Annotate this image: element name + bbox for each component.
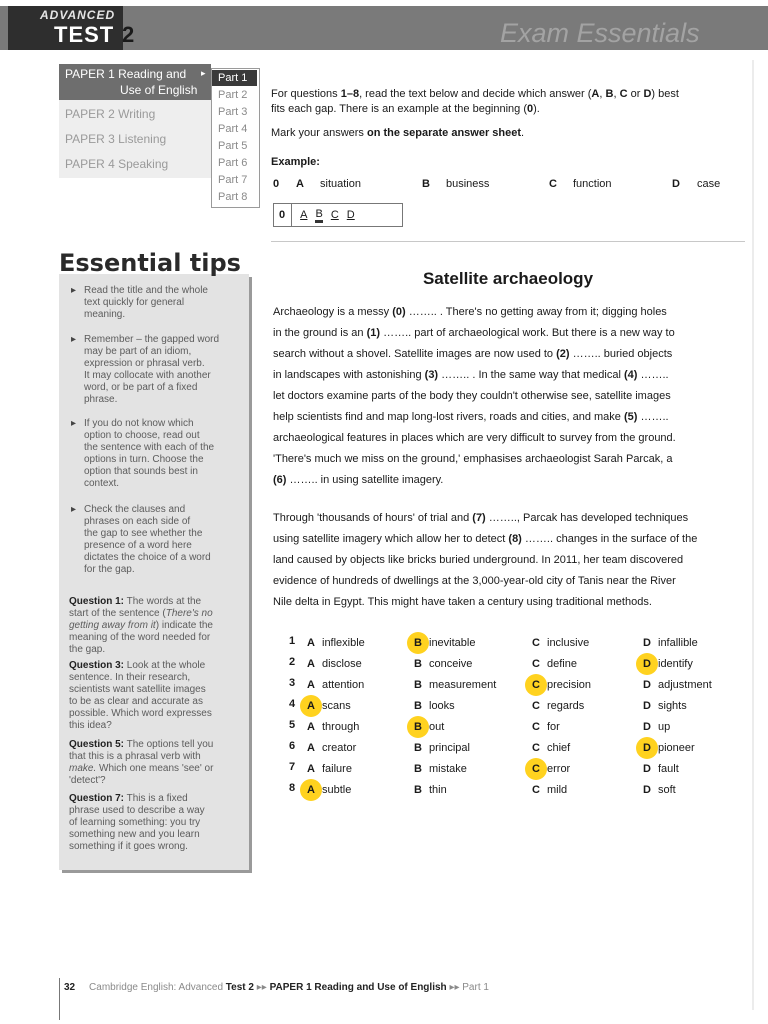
tip-question-7: Question 7: This is a fixed phrase used to describe a way of learning something: you try something new and you learn something if it goes wrong. bbox=[69, 793, 205, 852]
example-a-letter: A bbox=[296, 178, 304, 190]
part-3-tab[interactable]: Part 3 bbox=[218, 106, 248, 118]
bullet-icon: ▸ bbox=[71, 418, 77, 429]
option-c[interactable]: error bbox=[547, 763, 571, 775]
option-letter[interactable]: B bbox=[414, 700, 422, 712]
example-b-letter: B bbox=[422, 178, 430, 190]
option-a[interactable]: attention bbox=[322, 679, 365, 691]
paper-1-line1: PAPER 1 Reading and bbox=[65, 67, 187, 81]
option-c[interactable]: mild bbox=[547, 784, 568, 796]
option-letter[interactable]: A bbox=[307, 679, 315, 691]
option-letter[interactable]: D bbox=[643, 700, 651, 712]
part-2-tab[interactable]: Part 2 bbox=[218, 89, 248, 101]
option-a[interactable]: subtle bbox=[322, 784, 352, 796]
example-option-d: case bbox=[697, 178, 721, 190]
paper-3-tab[interactable]: PAPER 3 Listening bbox=[65, 132, 167, 146]
option-letter[interactable]: A bbox=[307, 637, 315, 649]
footer-test: Test 2 bbox=[225, 982, 254, 993]
bullet-icon: ▸ bbox=[71, 334, 77, 345]
paper-1-tab[interactable] bbox=[59, 64, 211, 100]
tip-2: ▸ Remember – the gapped word may be part of an idiom, expression or phrasal verb. It may collocate with another word, or be part of a fixed phrase. bbox=[71, 334, 220, 405]
option-b[interactable]: out bbox=[429, 721, 445, 733]
option-a[interactable]: creator bbox=[322, 742, 357, 754]
bullet-icon: ▸ bbox=[71, 285, 77, 296]
option-b[interactable]: looks bbox=[429, 700, 455, 712]
question-number: 8 bbox=[289, 782, 296, 794]
option-letter[interactable]: C bbox=[532, 784, 540, 796]
example-c-letter: C bbox=[549, 178, 557, 190]
tip-question-5: Question 5: The options tell you that this is a phrasal verb with make. Which one means 'see' or 'detect'? bbox=[69, 739, 214, 786]
option-letter[interactable]: A bbox=[307, 700, 315, 712]
option-d[interactable]: adjustment bbox=[658, 679, 712, 691]
divider bbox=[271, 241, 745, 242]
option-a[interactable]: through bbox=[322, 721, 360, 733]
option-letter[interactable]: B bbox=[414, 721, 422, 733]
option-letter[interactable]: C bbox=[532, 700, 540, 712]
part-8-tab[interactable]: Part 8 bbox=[218, 191, 248, 203]
answer-box-b-marked: B bbox=[315, 208, 322, 223]
option-c[interactable]: define bbox=[547, 658, 577, 670]
option-c[interactable]: inclusive bbox=[547, 637, 590, 649]
example-option-b: business bbox=[446, 178, 490, 190]
option-b[interactable]: measurement bbox=[429, 679, 497, 691]
option-d[interactable]: up bbox=[658, 721, 671, 733]
tip-4: ▸ Check the clauses and phrases on each side of the gap to see whether the presence of a word here dictates the choice of a word for the gap. bbox=[71, 504, 211, 575]
article-title: Satellite archaeology bbox=[422, 269, 594, 288]
tips-panel bbox=[59, 274, 249, 870]
option-letter[interactable]: A bbox=[307, 784, 315, 796]
chevron-right-icon: ▸▸ bbox=[256, 982, 267, 993]
part-1-tab[interactable]: Part 1 bbox=[212, 70, 257, 86]
arrow-right-icon: ▸ bbox=[201, 68, 206, 78]
option-b[interactable]: inevitable bbox=[429, 637, 476, 649]
option-letter[interactable]: C bbox=[532, 637, 540, 649]
option-letter[interactable]: D bbox=[643, 658, 651, 670]
right-edge bbox=[752, 60, 754, 1010]
option-letter[interactable]: B bbox=[414, 679, 422, 691]
tip-3: ▸ If you do not know which option to choose, read out the sentence with each of the options in turn. Choose the option that sounds best in context. bbox=[71, 418, 215, 489]
tips-title: Essential tips bbox=[59, 249, 241, 277]
option-letter[interactable]: A bbox=[307, 763, 315, 775]
article-paragraph-2: Through 'thousands of hours' of trial and (7) …….., Parcak has developed techniques using satellite imagery which allow her to detect (8) …….. changes in the surface of the land caused by objects like bricks buried underground. In 2011, her team discovered evidence of hundreds of dwellings at the 3,000-year-old city of Tanis near the River Nile delta in Egypt. This might have taken a century using traditional methods. bbox=[273, 512, 698, 608]
option-d[interactable]: identify bbox=[658, 658, 693, 670]
option-c[interactable]: chief bbox=[547, 742, 571, 754]
footer bbox=[64, 982, 489, 993]
option-d[interactable]: infallible bbox=[658, 637, 698, 649]
option-letter[interactable]: C bbox=[532, 742, 540, 754]
option-d[interactable]: sights bbox=[658, 700, 687, 712]
example-option-c: function bbox=[573, 178, 612, 190]
footer-rule bbox=[59, 978, 60, 1020]
question-number: 2 bbox=[289, 656, 296, 668]
paper-1-line2: Use of English bbox=[120, 83, 198, 97]
answer-box-a: A bbox=[300, 209, 308, 221]
option-letter[interactable]: B bbox=[414, 658, 422, 670]
ghost-title: Exam Essentials bbox=[500, 18, 700, 48]
question-number: 1 bbox=[289, 635, 296, 647]
example-number: 0 bbox=[273, 178, 280, 190]
part-4-tab[interactable]: Part 4 bbox=[218, 123, 248, 135]
answer-box-c: C bbox=[330, 209, 339, 221]
footer-book: Cambridge English: Advanced bbox=[89, 982, 224, 993]
question-number: 5 bbox=[289, 719, 296, 731]
option-letter[interactable]: D bbox=[643, 679, 651, 691]
option-letter[interactable]: D bbox=[643, 742, 651, 754]
example-answer-box bbox=[273, 203, 403, 227]
option-a[interactable]: scans bbox=[322, 700, 351, 712]
part-6-tab[interactable]: Part 6 bbox=[218, 157, 248, 169]
instructions-line-2: fits each gap. There is an example at the beginning (0). bbox=[271, 103, 540, 115]
paper-2-tab[interactable]: PAPER 2 Writing bbox=[65, 107, 156, 121]
option-letter[interactable]: A bbox=[307, 721, 315, 733]
option-letter[interactable]: C bbox=[532, 658, 540, 670]
bullet-icon: ▸ bbox=[71, 504, 77, 515]
test-label: TEST bbox=[54, 22, 115, 47]
paper-4-tab[interactable]: PAPER 4 Speaking bbox=[65, 157, 169, 171]
footer-paper: PAPER 1 Reading and Use of English bbox=[269, 982, 447, 993]
parts-list bbox=[211, 68, 260, 208]
example-label: Example: bbox=[271, 156, 320, 168]
part-7-tab[interactable]: Part 7 bbox=[218, 174, 248, 186]
option-letter[interactable]: C bbox=[532, 679, 540, 691]
option-letter[interactable]: A bbox=[307, 742, 315, 754]
instructions-line-1: For questions 1–8, read the text below and decide which answer (A, B, C or D) best bbox=[271, 88, 679, 100]
option-a[interactable]: failure bbox=[322, 763, 352, 775]
option-c[interactable]: regards bbox=[547, 700, 585, 712]
question-number: 4 bbox=[289, 698, 296, 710]
option-letter[interactable]: B bbox=[414, 637, 422, 649]
question-number: 6 bbox=[289, 740, 296, 752]
option-b[interactable]: mistake bbox=[429, 763, 467, 775]
option-letter[interactable]: A bbox=[307, 658, 315, 670]
option-letter[interactable]: D bbox=[643, 784, 651, 796]
answer-box-number: 0 bbox=[279, 209, 286, 221]
advanced-label: ADVANCED bbox=[40, 8, 116, 22]
part-5-tab[interactable]: Part 5 bbox=[218, 140, 248, 152]
option-letter[interactable]: B bbox=[414, 784, 422, 796]
article-paragraph-1: Archaeology is a messy (0) …….. . There's no getting away from it; digging holes in the ground is an (1) …….. part of archaeological work. But there is a new way to search without a shovel. Satellite images are now used to (2) …….. buried objects in landscapes with astonishing (3) …….. . In the same way that medical (4) …….. let doctors examine parts of the body they couldn't otherwise see, satellite images help scientists find and map long-lost rivers, roads and cities, and make (5) …….. archaeological features in places which are very difficult to survey from the ground. 'There's much we miss on the ground,' emphasises archaeologist Sarah Parcak, a (6) …….. in using satellite imagery. bbox=[273, 306, 676, 486]
answer-box-d: D bbox=[346, 209, 355, 221]
option-letter[interactable]: B bbox=[414, 742, 422, 754]
tip-question-1: Question 1: The words at the start of the sentence (There's no getting away from it) indicate the meaning of the word needed for the gap. bbox=[69, 596, 213, 655]
option-letter[interactable]: D bbox=[643, 721, 651, 733]
option-d[interactable]: pioneer bbox=[658, 742, 695, 754]
option-letter[interactable]: D bbox=[643, 637, 651, 649]
option-c[interactable]: for bbox=[547, 721, 560, 733]
option-b[interactable]: conceive bbox=[429, 658, 473, 670]
tip-1: ▸ Read the title and the whole text quickly for general meaning. bbox=[71, 285, 208, 320]
option-c[interactable]: precision bbox=[547, 679, 592, 691]
option-d[interactable]: fault bbox=[658, 763, 679, 775]
option-letter[interactable]: C bbox=[532, 763, 540, 775]
option-d[interactable]: soft bbox=[658, 784, 676, 796]
page-number: 32 bbox=[64, 982, 76, 993]
test-number: 2 bbox=[122, 22, 135, 47]
tip-question-3: Question 3: Look at the whole sentence. In their research, scientists want satellite images to be as clear and accurate as possible. Which word expresses this idea? bbox=[69, 660, 212, 731]
option-a[interactable]: disclose bbox=[322, 658, 362, 670]
chevron-right-icon: ▸▸ bbox=[449, 982, 460, 993]
question-number: 3 bbox=[289, 677, 296, 689]
answer-box-divider bbox=[291, 204, 292, 226]
option-b[interactable]: thin bbox=[429, 784, 447, 796]
option-b[interactable]: principal bbox=[429, 742, 470, 754]
mark-answers-text: Mark your answers on the separate answer sheet. bbox=[271, 127, 525, 139]
example-d-letter: D bbox=[672, 178, 680, 190]
example-option-a: situation bbox=[320, 178, 361, 190]
option-letter[interactable]: B bbox=[414, 763, 422, 775]
option-letter[interactable]: D bbox=[643, 763, 651, 775]
option-letter[interactable]: C bbox=[532, 721, 540, 733]
footer-part: Part 1 bbox=[462, 982, 489, 993]
option-a[interactable]: inflexible bbox=[322, 637, 365, 649]
question-number: 7 bbox=[289, 761, 296, 773]
